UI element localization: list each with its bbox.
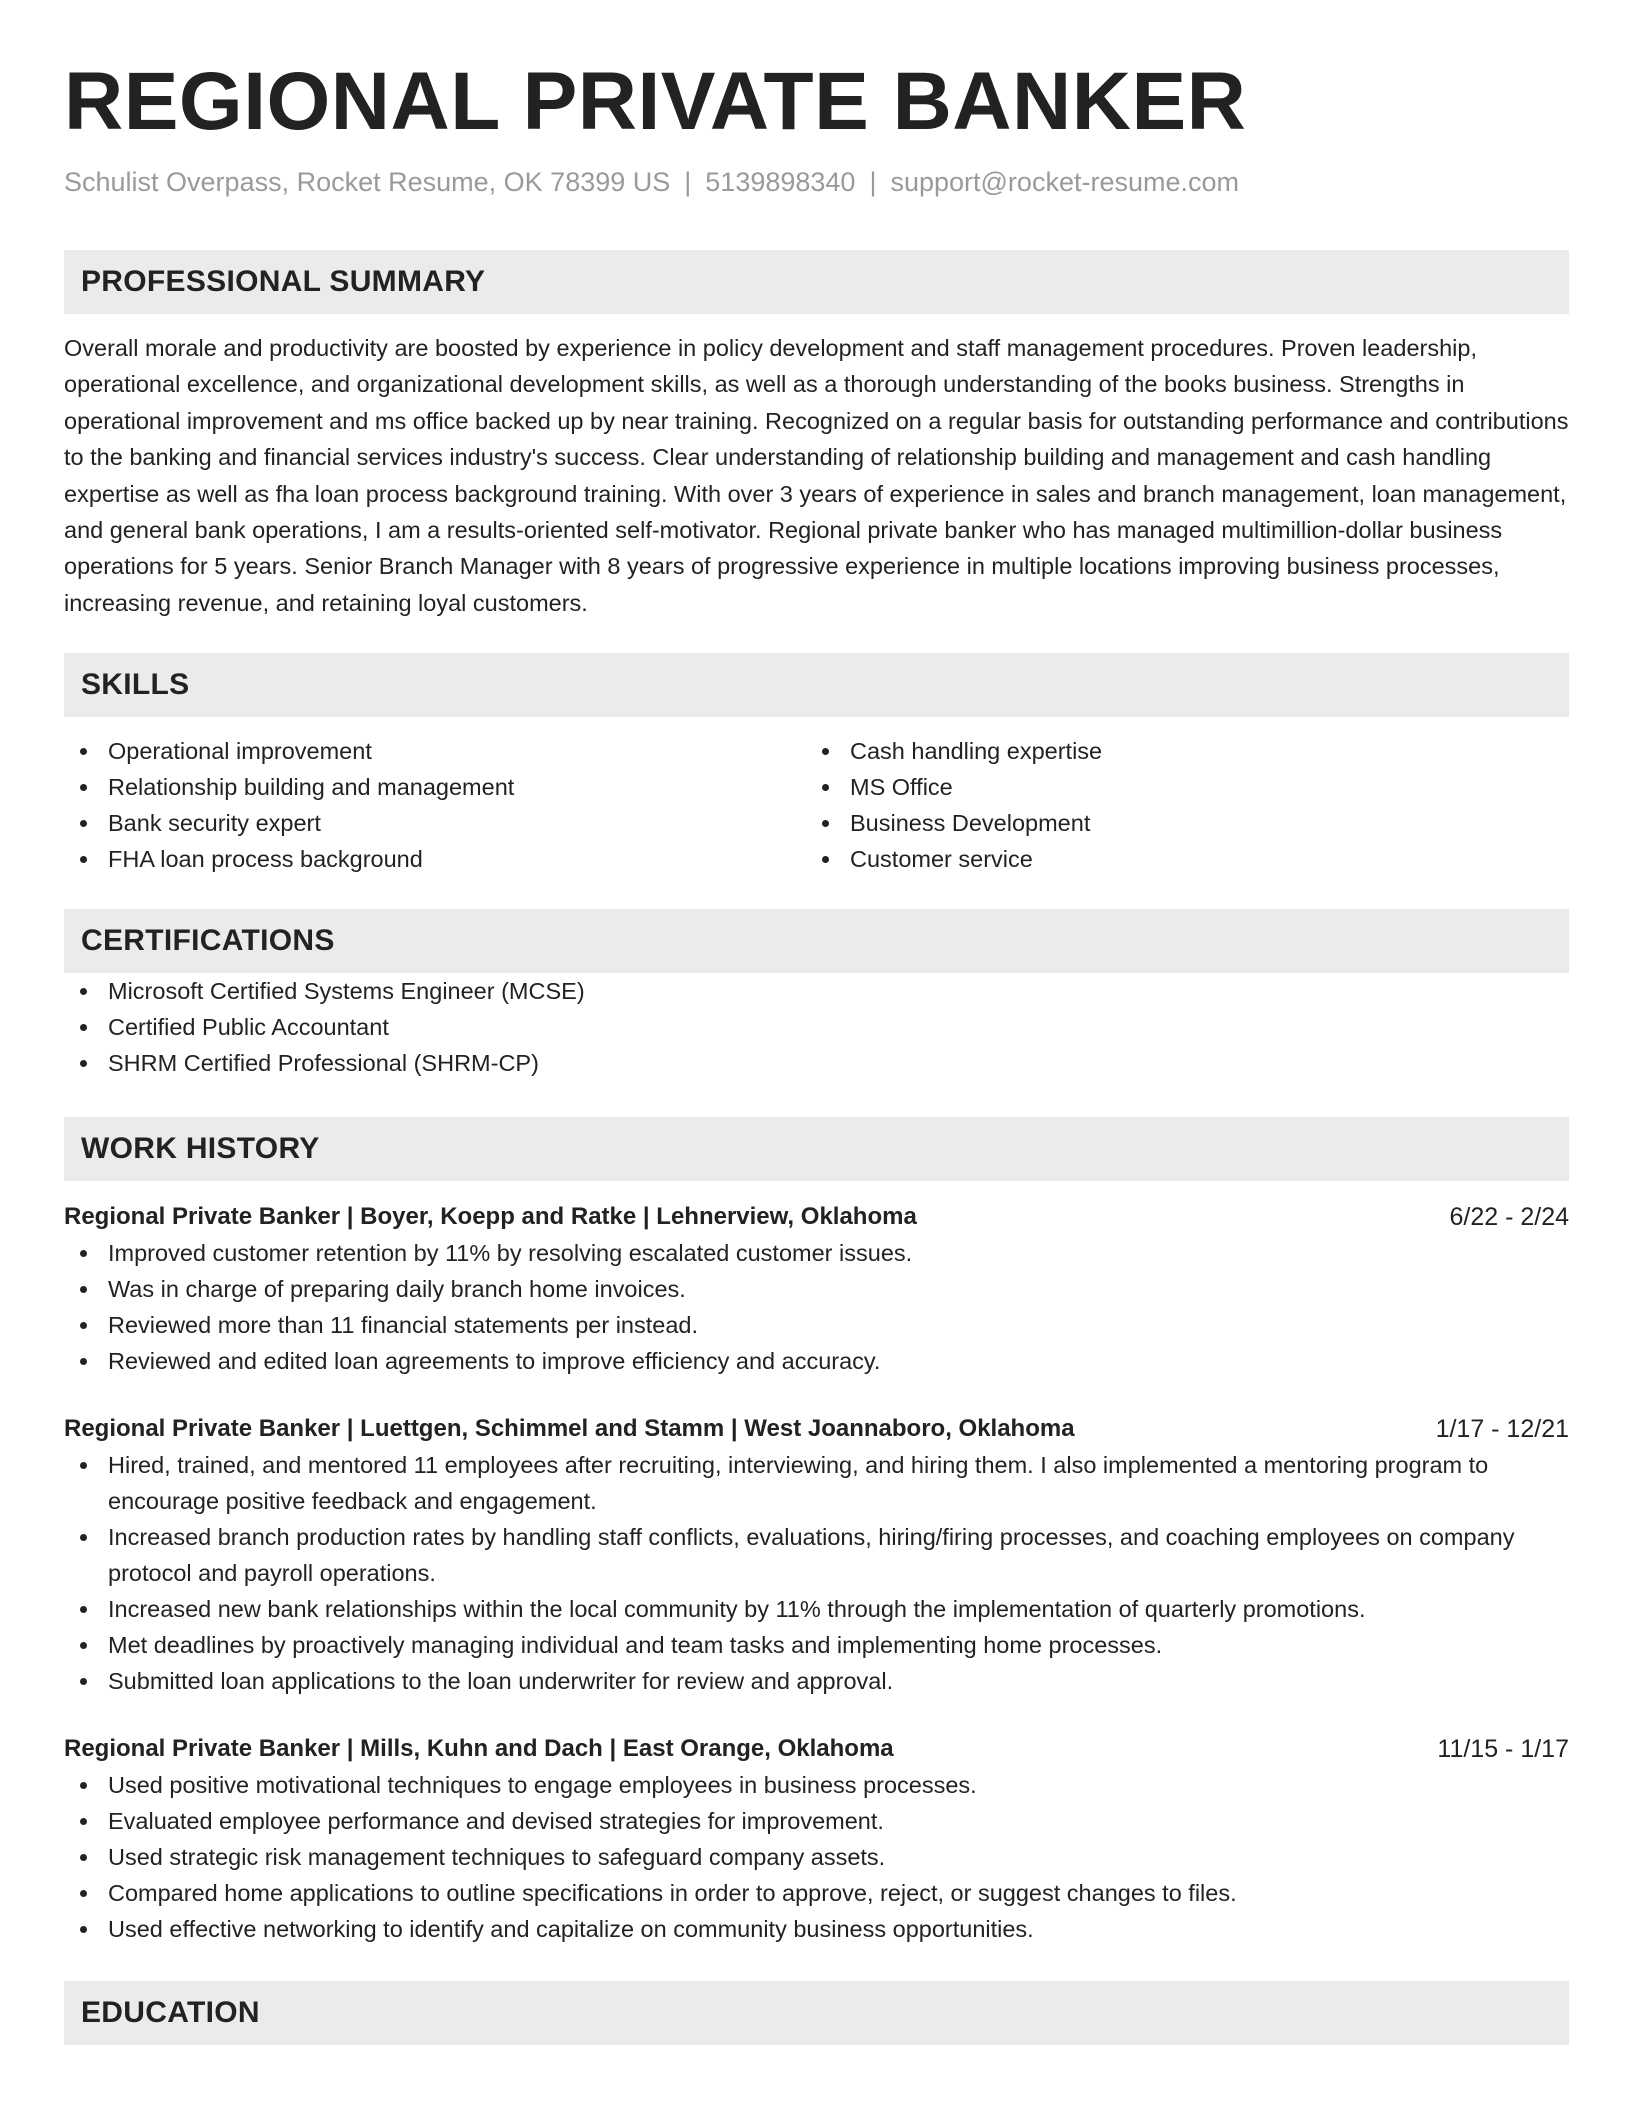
contact-phone: 5139898340 (705, 167, 856, 197)
certifications-list (64, 973, 1569, 1081)
job-heading-line (64, 1199, 1569, 1235)
contact-email: support@rocket-resume.com (890, 167, 1239, 197)
job-bullet: Increased branch production rates by handling staff conflicts, evaluations, hiring/firing processes, and coaching employees on company protocol and payroll operations. (64, 1519, 1569, 1591)
contact-separator: | (869, 167, 877, 197)
job-title: Regional Private Banker | Boyer, Koepp and Ratke | Lehnerview, Oklahoma (64, 1203, 917, 1231)
section-header-skills: SKILLS (64, 653, 1569, 717)
job-bullet: Evaluated employee performance and devised strategies for improvement. (64, 1803, 1569, 1839)
certification-item: SHRM Certified Professional (SHRM-CP) (64, 1045, 1569, 1081)
certification-item: Certified Public Accountant (64, 1009, 1569, 1045)
job-dates: 11/15 - 1/17 (1437, 1735, 1569, 1764)
skill-item: Customer service (806, 841, 1548, 877)
section-header-education: EDUCATION (64, 1981, 1569, 2045)
job-heading-line (64, 1731, 1569, 1767)
job-bullet-list (64, 1235, 1569, 1379)
job-bullet: Reviewed more than 11 financial statements per instead. (64, 1307, 1569, 1343)
job-title: Regional Private Banker | Luettgen, Schimmel and Stamm | West Joannaboro, Oklahoma (64, 1415, 1075, 1443)
skills-column-right (806, 733, 1548, 877)
job-bullet: Improved customer retention by 11% by resolving escalated customer issues. (64, 1235, 1569, 1271)
section-header-professional-summary: PROFESSIONAL SUMMARY (64, 250, 1569, 314)
skill-item: Operational improvement (64, 733, 806, 769)
job-bullet: Was in charge of preparing daily branch home invoices. (64, 1271, 1569, 1307)
job-entry (64, 1411, 1569, 1699)
job-title: Regional Private Banker | Mills, Kuhn and Dach | East Orange, Oklahoma (64, 1735, 894, 1763)
resume-name: REGIONAL PRIVATE BANKER (64, 56, 1247, 147)
skills-list-left (64, 733, 806, 877)
job-bullet: Used effective networking to identify and capitalize on community business opportunities. (64, 1911, 1569, 1947)
job-heading-line (64, 1411, 1569, 1447)
skills-list-right (806, 733, 1548, 877)
skills-column-left (64, 733, 806, 877)
job-bullet: Used strategic risk management techniques to safeguard company assets. (64, 1839, 1569, 1875)
job-bullet: Used positive motivational techniques to engage employees in business processes. (64, 1767, 1569, 1803)
certification-item: Microsoft Certified Systems Engineer (MCSE) (64, 973, 1569, 1009)
job-bullet: Submitted loan applications to the loan underwriter for review and approval. (64, 1663, 1569, 1699)
job-entry (64, 1199, 1569, 1379)
skill-item: FHA loan process background (64, 841, 806, 877)
job-bullet-list (64, 1447, 1569, 1699)
job-dates: 1/17 - 12/21 (1435, 1415, 1569, 1444)
job-bullet-list (64, 1767, 1569, 1947)
job-bullet: Hired, trained, and mentored 11 employees after recruiting, interviewing, and hiring them. I also implemented a mentoring program to encourage positive feedback and engagement. (64, 1447, 1569, 1519)
section-header-work-history: WORK HISTORY (64, 1117, 1569, 1181)
skills-grid (64, 733, 1569, 877)
contact-line (64, 164, 1569, 200)
job-dates: 6/22 - 2/24 (1449, 1203, 1569, 1232)
skill-item: Business Development (806, 805, 1548, 841)
section-header-certifications: CERTIFICATIONS (64, 909, 1569, 973)
job-bullet: Met deadlines by proactively managing individual and team tasks and implementing home processes. (64, 1627, 1569, 1663)
contact-address: Schulist Overpass, Rocket Resume, OK 78399 US (64, 167, 671, 197)
job-bullet: Reviewed and edited loan agreements to improve efficiency and accuracy. (64, 1343, 1569, 1379)
skill-item: Relationship building and management (64, 769, 806, 805)
skill-item: Cash handling expertise (806, 733, 1548, 769)
skill-item: Bank security expert (64, 805, 806, 841)
job-bullet: Increased new bank relationships within the local community by 11% through the implementation of quarterly promotions. (64, 1591, 1569, 1627)
job-bullet: Compared home applications to outline specifications in order to approve, reject, or suggest changes to files. (64, 1875, 1569, 1911)
job-entry (64, 1731, 1569, 1947)
contact-separator: | (684, 167, 692, 197)
skill-item: MS Office (806, 769, 1548, 805)
summary-text: Overall morale and productivity are boosted by experience in policy development and staff management procedures. Proven leadership, operational excellence, and organizational development skills, as well as a thorough understanding of the books business. Strengths in operational improvement and ms office backed up by near training. Recognized on a regular basis for outstanding performance and contributions to the banking and financial services industry's success. Clear understanding of relationship building and management and cash handling expertise as well as fha loan process background training. With over 3 years of experience in sales and branch management, loan management, and general bank operations, I am a results-oriented self-motivator. Regional private banker who has managed multimillion-dollar business operations for 5 years. Senior Branch Manager with 8 years of progressive experience in multiple locations improving business processes, increasing revenue, and retaining loyal customers. (64, 335, 1569, 616)
